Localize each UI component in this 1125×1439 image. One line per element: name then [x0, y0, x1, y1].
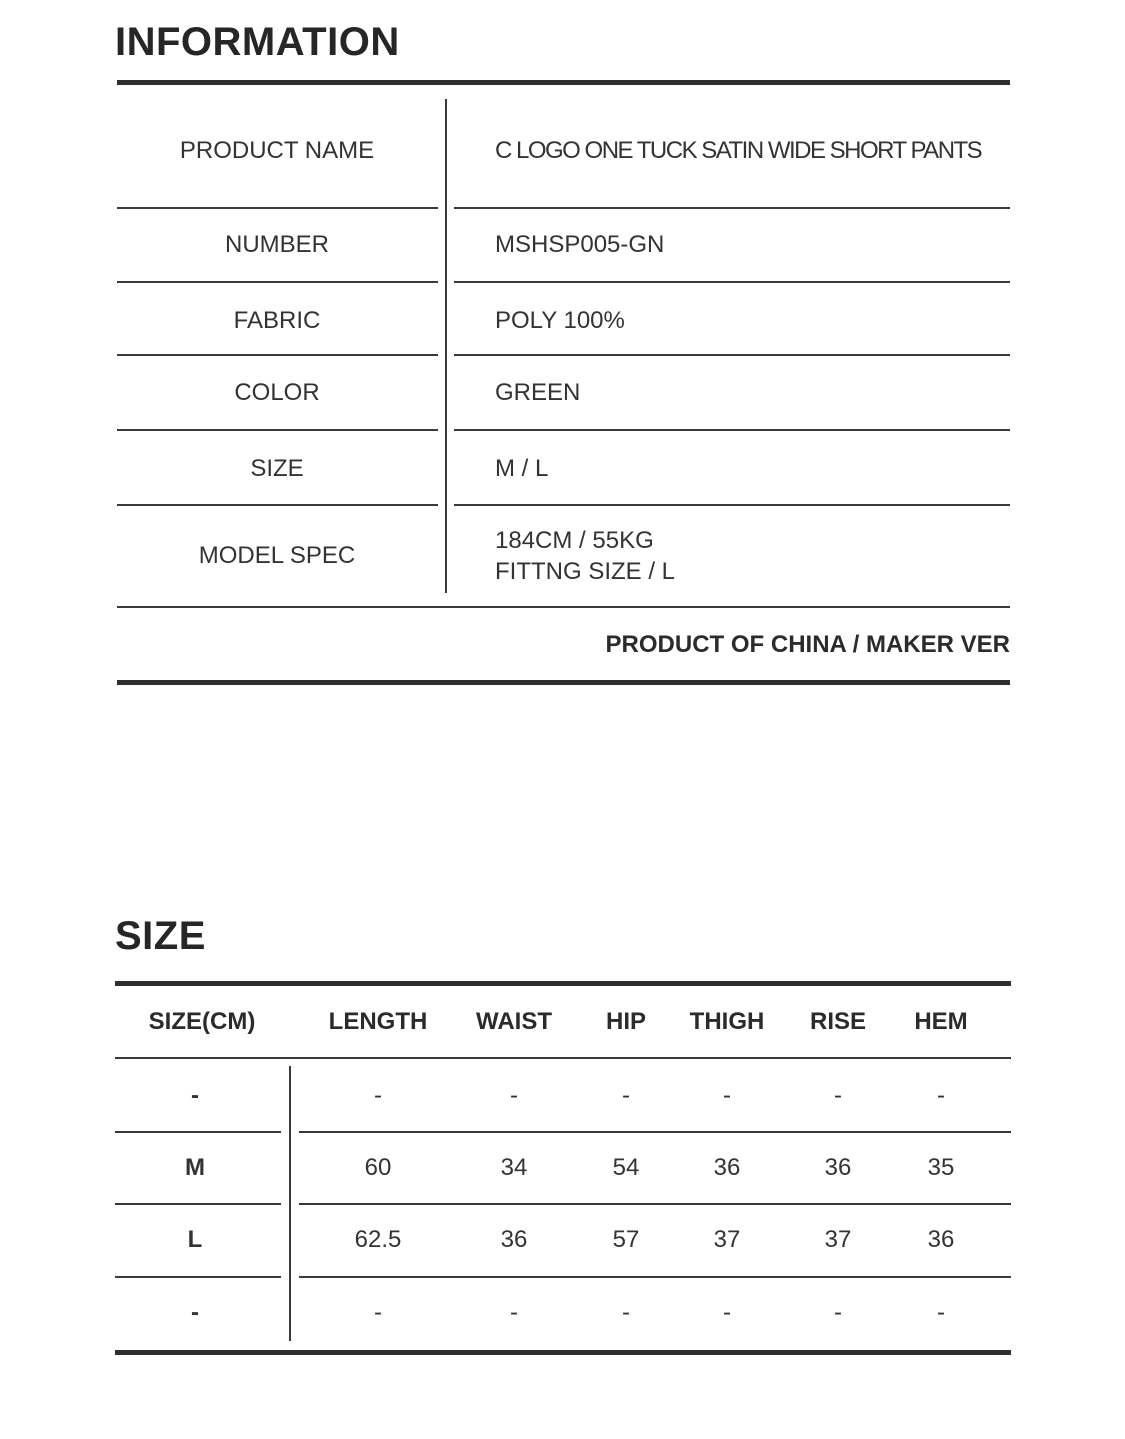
size-cell: 36 — [713, 1154, 741, 1181]
origin-footer: PRODUCT OF CHINA / MAKER VER — [605, 631, 1010, 658]
size-cell: - — [622, 1299, 630, 1326]
size-column-divider — [289, 1066, 291, 1341]
info-column-divider — [445, 99, 447, 593]
size-cell: - — [937, 1082, 945, 1109]
value-model-spec-line2: FITTNG SIZE / L — [495, 558, 676, 585]
size-row-divider-right — [299, 1131, 1011, 1133]
size-cell: 37 — [824, 1226, 852, 1253]
size-cell: 60 — [364, 1154, 392, 1181]
size-cell: - — [834, 1082, 842, 1109]
size-cell: - — [510, 1299, 518, 1326]
header-hem: HEM — [914, 1008, 968, 1035]
size-row-divider-right — [299, 1203, 1011, 1205]
info-row-divider-right — [454, 504, 1010, 506]
size-cell: - — [622, 1082, 630, 1109]
size-cell: - — [374, 1082, 382, 1109]
value-product-name: C LOGO ONE TUCK SATIN WIDE SHORT PANTS — [495, 137, 982, 164]
info-top-rule — [117, 80, 1010, 85]
size-row-label: L — [187, 1226, 203, 1253]
size-cell: 36 — [927, 1226, 955, 1253]
value-size: M / L — [495, 455, 549, 482]
header-length: LENGTH — [328, 1008, 428, 1035]
info-row-divider-left — [117, 354, 438, 356]
info-row-divider-right — [454, 207, 1010, 209]
info-row-divider-left — [117, 207, 438, 209]
size-cell: - — [374, 1299, 382, 1326]
label-color: COLOR — [234, 379, 320, 406]
size-row-divider-right — [299, 1276, 1011, 1278]
label-size: SIZE — [250, 455, 304, 482]
header-hip: HIP — [605, 1008, 647, 1035]
header-size-cm: SIZE(CM) — [148, 1008, 256, 1035]
size-cell: 54 — [612, 1154, 640, 1181]
size-row-label: - — [191, 1082, 199, 1109]
label-product-name: PRODUCT NAME — [179, 137, 375, 164]
size-row-divider-left — [115, 1276, 281, 1278]
label-number: NUMBER — [224, 231, 329, 258]
header-thigh: THIGH — [689, 1008, 765, 1035]
size-cell: - — [937, 1299, 945, 1326]
size-cell: 57 — [612, 1226, 640, 1253]
info-bottom-divider — [117, 606, 1010, 608]
info-row-divider-left — [117, 429, 438, 431]
size-row-label: M — [185, 1154, 205, 1181]
size-cell: 34 — [500, 1154, 528, 1181]
size-cell: 35 — [927, 1154, 955, 1181]
info-row-divider-right — [454, 429, 1010, 431]
size-row-divider-left — [115, 1203, 281, 1205]
value-fabric: POLY 100% — [495, 307, 625, 334]
size-cell: 36 — [500, 1226, 528, 1253]
value-model-spec-line1: 184CM / 55KG — [495, 527, 654, 554]
info-row-divider-left — [117, 281, 438, 283]
size-row-divider-left — [115, 1131, 281, 1133]
size-row-label: - — [191, 1299, 199, 1326]
size-cell: - — [723, 1082, 731, 1109]
size-top-rule — [115, 981, 1011, 986]
info-row-divider-right — [454, 354, 1010, 356]
information-title: INFORMATION — [115, 20, 400, 64]
size-cell: - — [834, 1299, 842, 1326]
value-color: GREEN — [495, 379, 581, 406]
info-bottom-rule — [117, 680, 1010, 685]
size-cell: 62.5 — [354, 1226, 402, 1253]
value-number: MSHSP005-GN — [495, 231, 665, 258]
size-header-divider — [115, 1057, 1011, 1059]
size-cell: 37 — [713, 1226, 741, 1253]
size-cell: - — [723, 1299, 731, 1326]
size-cell: 36 — [824, 1154, 852, 1181]
header-waist: WAIST — [476, 1008, 552, 1035]
header-rise: RISE — [809, 1008, 867, 1035]
label-model-spec: MODEL SPEC — [198, 542, 356, 569]
label-fabric: FABRIC — [233, 307, 321, 334]
info-row-divider-left — [117, 504, 438, 506]
info-row-divider-right — [454, 281, 1010, 283]
size-title: SIZE — [115, 914, 206, 958]
size-bottom-rule — [115, 1350, 1011, 1355]
size-cell: - — [510, 1082, 518, 1109]
